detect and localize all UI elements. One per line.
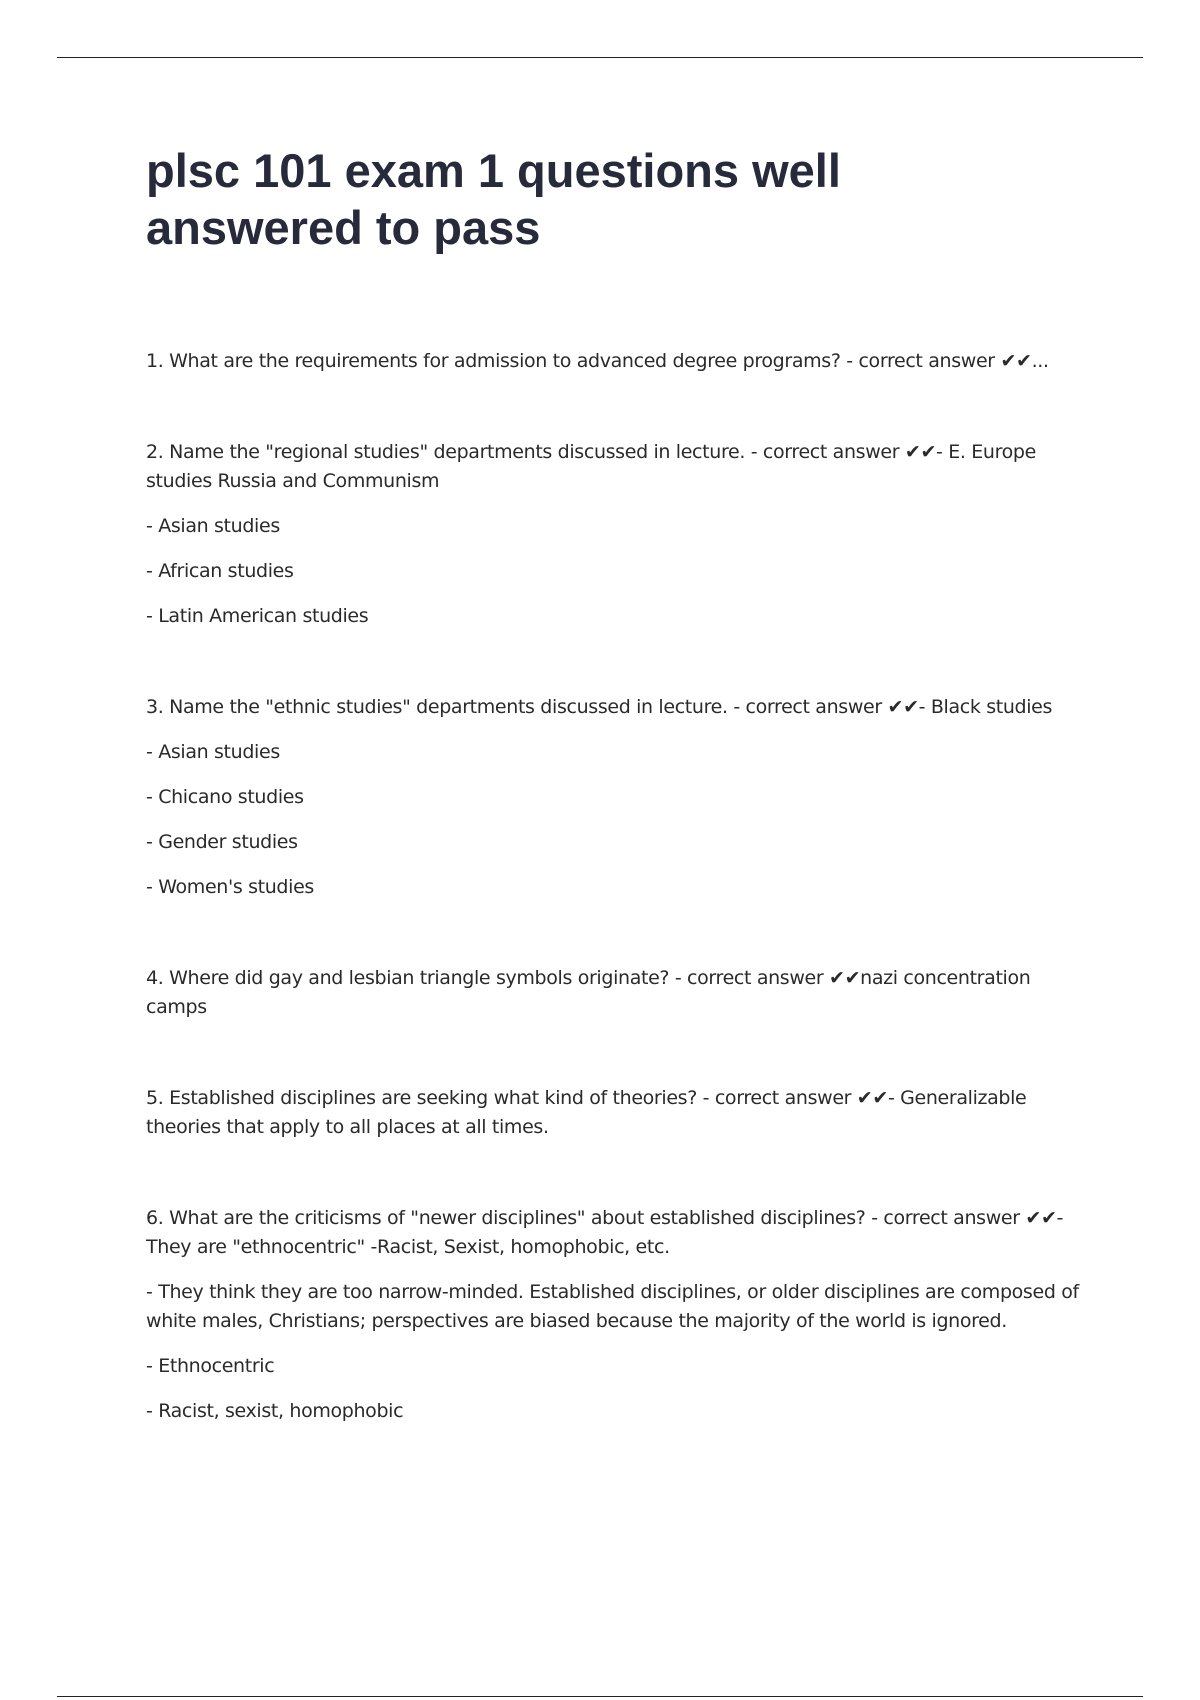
question-item-3 <box>146 693 1096 902</box>
answer-line: - Latin American studies <box>146 605 369 627</box>
answer-line: - They think they are too narrow-minded. Established disciplines, or older disciplines are composed of white males, Christians; perspectives are biased because the majority of the world is ignored. <box>146 1281 1079 1332</box>
bottom-rule <box>57 1696 1143 1697</box>
answer-line: - Asian studies <box>146 515 280 537</box>
answer-line: - African studies <box>146 560 294 582</box>
question-text: 3. Name the "ethnic studies" departments discussed in lecture. - correct answer ✔✔- Black studies <box>146 696 1053 718</box>
question-text: 2. Name the "regional studies" departments discussed in lecture. - correct answer ✔✔- E. Europe studies Russia and Communism <box>146 441 1036 492</box>
question-text: 1. What are the requirements for admission to advanced degree programs? - correct answer ✔✔... <box>146 350 1049 372</box>
answer-line: - Gender studies <box>146 831 298 853</box>
question-item-6 <box>146 1204 1096 1426</box>
answer-line: - Asian studies <box>146 741 280 763</box>
question-item-4 <box>146 964 1096 1022</box>
top-rule <box>57 57 1143 58</box>
answer-line: - Ethnocentric <box>146 1355 275 1377</box>
question-text: 6. What are the criticisms of "newer disciplines" about established disciplines? - correct answer ✔✔- They are "ethnocentric" -Racist, Sexist, homophobic, etc. <box>146 1207 1064 1258</box>
answer-line: - Women's studies <box>146 876 314 898</box>
answer-line: - Chicano studies <box>146 786 304 808</box>
answer-line: - Racist, sexist, homophobic <box>146 1400 404 1422</box>
question-list <box>146 347 1096 1426</box>
document-title: plsc 101 exam 1 questions well answered to pass <box>146 144 841 254</box>
question-item-2 <box>146 438 1096 631</box>
question-item-1 <box>146 347 1096 376</box>
document-body <box>146 142 1096 1488</box>
question-text: 5. Established disciplines are seeking what kind of theories? - correct answer ✔✔- Generalizable theories that apply to all places at all times. <box>146 1087 1027 1138</box>
question-text: 4. Where did gay and lesbian triangle symbols originate? - correct answer ✔✔nazi concentration camps <box>146 967 1031 1018</box>
question-item-5 <box>146 1084 1096 1142</box>
